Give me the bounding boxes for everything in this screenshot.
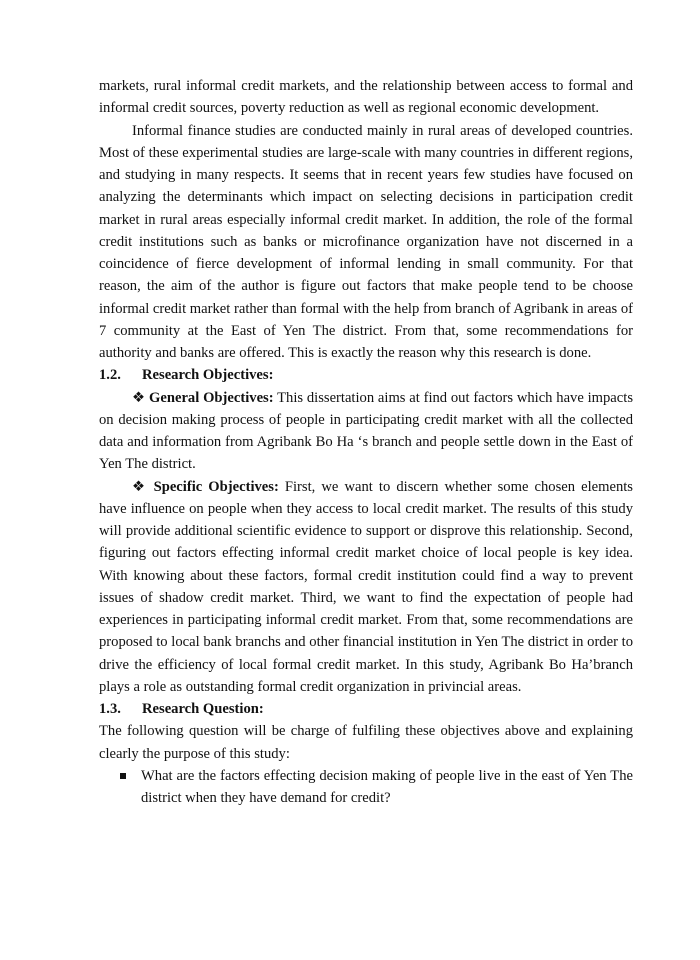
specific-objectives-text: First, we want to discern whether some chosen elements have influence on people when they access to local credit market. The results of this study will provide additional scientific evidence to support or disprove this relationship. Second, figuring out factors effecting informal credit market choice of local people is key idea. With knowing about these factors, formal credit institution could find a way to prevent issues of shadow credit market. Third, we want to find the expectation of people had experiences in participating informal credit market. From that, some recommendations are proposed to local bank branchs and other financial institution in Yen The district in order to drive the efficiency of local formal credit market. In this study, Agribank Bo Ha’branch plays a role as outstanding formal credit organization in privincial areas. xyxy=(99,478,633,695)
square-bullet-icon xyxy=(120,773,126,779)
informal-finance-paragraph: Informal finance studies are conducted mainly in rural areas of developed countries. Most of these experimental studies are large-scale with many countries in different regions, and studying in many respects. It seems that in recent years few studies have focused on analyzing the determinants which impact on selecting decisions in participation credit market in rural areas especially informal credit market. In addition, the role of the formal credit institutions such as banks or microfinance organization have not discerned in a coincidence of fierce development of informal lending in small community. For that reason, the aim of the author is figure out factors that make people tend to be choose informal credit market rather than formal with the help from branch of Agribank in areas of 7 community at the East of Yen The district. From that, some recommendations for authority and banks are offered. This is exactly the reason why this research is done. xyxy=(99,122,633,361)
intro-continuation-paragraph: markets, rural informal credit markets, and the relationship between access to formal and informal credit sources, poverty reduction as well as regional economic development. xyxy=(99,78,633,117)
document-page xyxy=(99,75,633,809)
list-item xyxy=(99,765,633,810)
section-title: Research Objectives: xyxy=(142,367,274,384)
general-objectives-text: This dissertation aims at find out factors which have impacts on decision making process of people in participating credit market with all the collected data and information from Agribank Bo Ha ‘s branch and people settle down in the East of Yen The district. xyxy=(99,389,633,473)
general-objectives-paragraph xyxy=(99,387,633,476)
section-heading-research-question xyxy=(99,698,633,720)
general-objectives-label: General Objectives: xyxy=(149,389,274,406)
research-question-intro: The following question will be charge of fulfiling these objectives above and explaining clearly the purpose of this study: xyxy=(99,723,633,762)
specific-objectives-label: Specific Objectives: xyxy=(153,478,279,495)
specific-objectives-paragraph xyxy=(99,476,633,699)
research-question-text: What are the factors effecting decision making of people live in the east of Yen The district when they have demand for credit? xyxy=(141,767,633,806)
diamond-bullet-icon: ❖ xyxy=(132,478,148,495)
diamond-bullet-icon: ❖ xyxy=(132,389,146,406)
section-title: Research Question: xyxy=(142,701,264,717)
section-number: 1.2. xyxy=(99,367,121,384)
section-heading-research-objectives xyxy=(99,364,633,386)
section-number: 1.3. xyxy=(99,701,121,717)
